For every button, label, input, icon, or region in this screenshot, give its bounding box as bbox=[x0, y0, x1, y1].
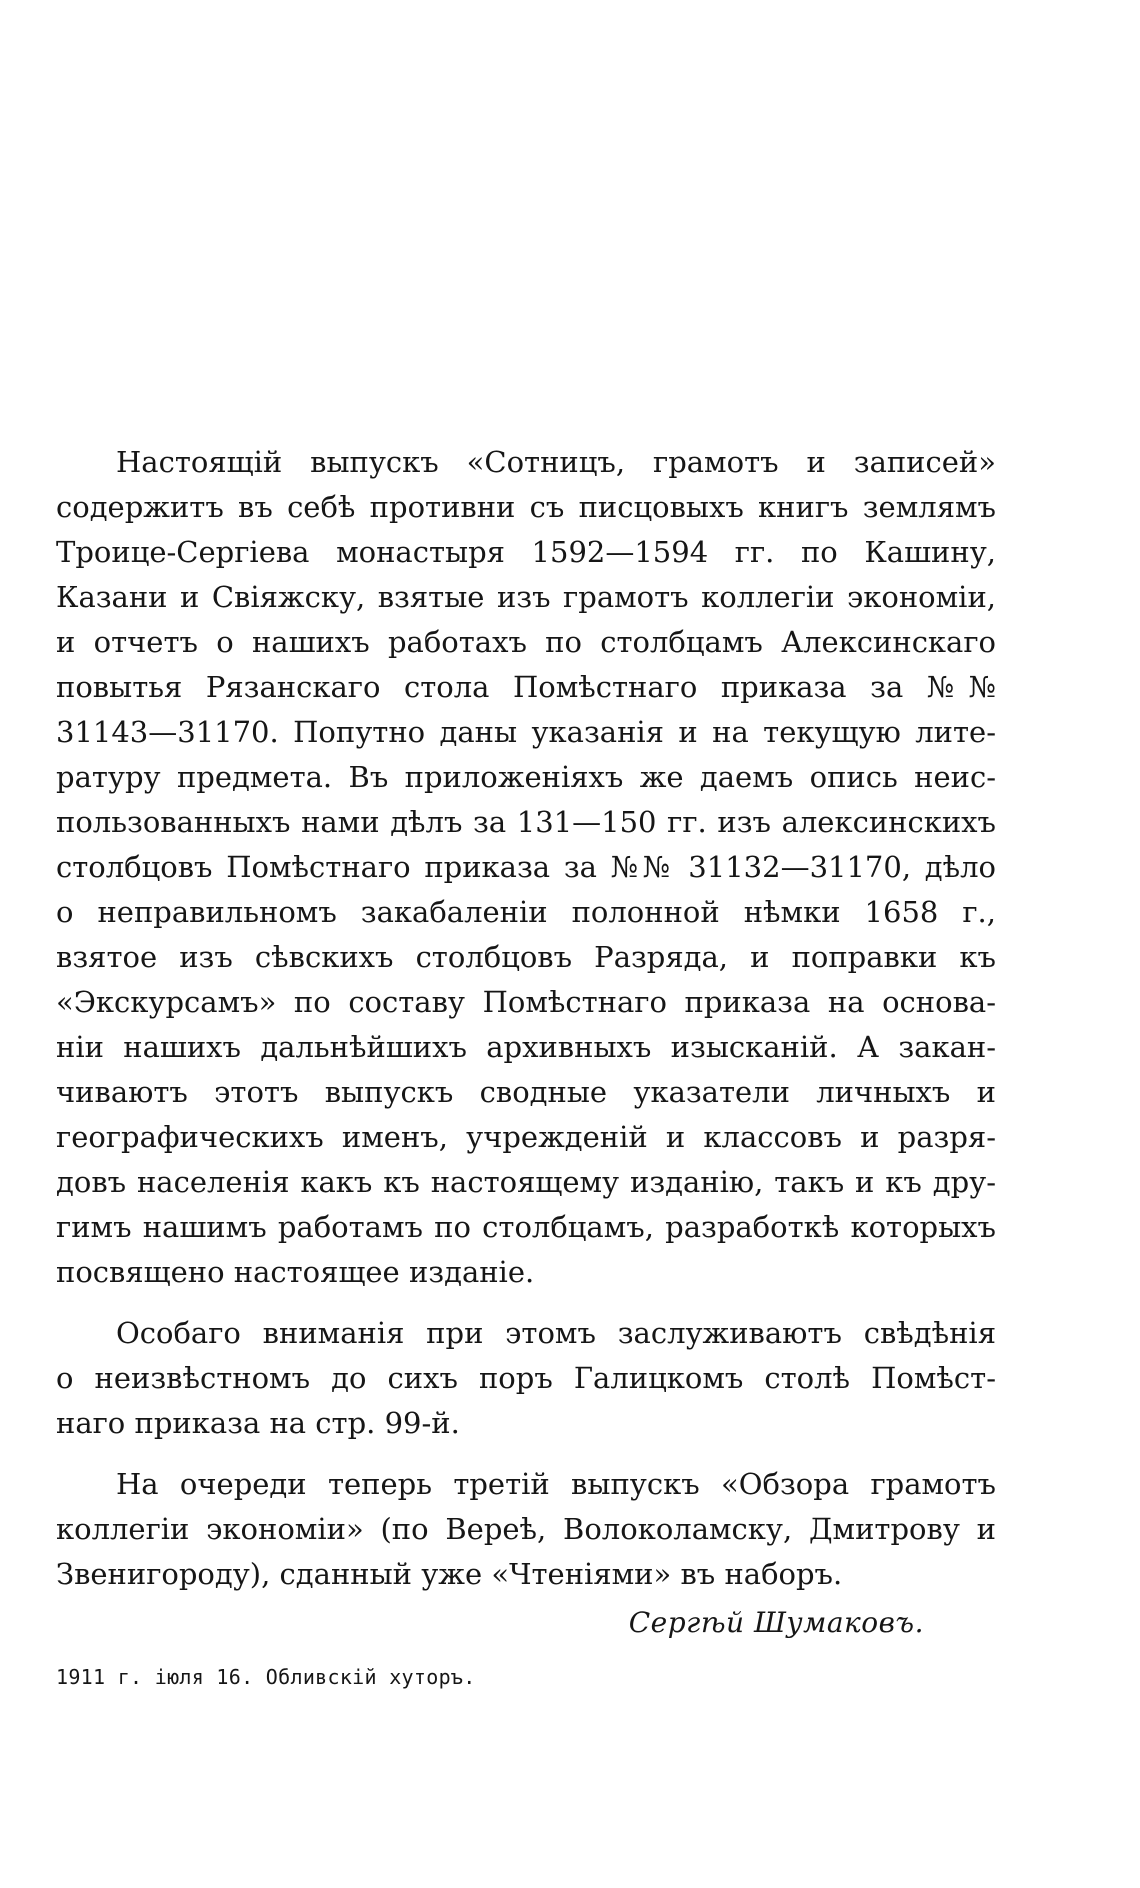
text-line: о неправильномъ закабаленіи полонной нѣмки 1658 г., bbox=[56, 895, 996, 929]
text-line: Настоящій выпускъ «Сотницъ, грамотъ и записей» bbox=[116, 445, 996, 479]
text-line: Казани и Свіяжску, взятые изъ грамотъ коллегіи экономіи, bbox=[56, 580, 996, 614]
text-line: столбцовъ Помѣстнаго приказа за №№ 31132—31170, дѣло bbox=[56, 850, 996, 884]
text-line: коллегіи экономіи» (по Вереѣ, Волоколамску, Дмитрову и bbox=[56, 1512, 996, 1546]
text-line: Троице-Сергіева монастыря 1592—1594 гг. по Кашину, bbox=[56, 535, 996, 569]
text-line: наго приказа на стр. 99-й. bbox=[56, 1406, 460, 1440]
text-line: «Экскурсамъ» по составу Помѣстнаго приказа на основа- bbox=[56, 985, 996, 1019]
paragraph-2 bbox=[56, 1311, 996, 1446]
text-line: ратуру предмета. Въ приложеніяхъ же даемъ опись неис- bbox=[56, 760, 996, 794]
paragraph-1 bbox=[56, 440, 996, 1295]
paragraph-3 bbox=[56, 1462, 996, 1597]
text-line: содержитъ въ себѣ противни съ писцовыхъ книгъ землямъ bbox=[56, 490, 996, 524]
text-line: Особаго вниманія при этомъ заслуживаютъ свѣдѣнія bbox=[116, 1316, 996, 1350]
text-line: пользованныхъ нами дѣлъ за 131—150 гг. изъ алексинскихъ bbox=[56, 805, 996, 839]
text-line: географическихъ именъ, учрежденій и классовъ и разря- bbox=[56, 1120, 996, 1154]
text-line: ніи нашихъ дальнѣйшихъ архивныхъ изысканій. А закан- bbox=[56, 1030, 996, 1064]
text-line: На очереди теперь третій выпускъ «Обзора грамотъ bbox=[116, 1467, 996, 1501]
date-place-line: 1911 г. іюля 16. Обливскій хуторъ. bbox=[56, 1665, 476, 1689]
text-line: чиваютъ этотъ выпускъ сводные указатели личныхъ и bbox=[56, 1075, 996, 1109]
text-line: и отчетъ о нашихъ работахъ по столбцамъ Алексинскаго bbox=[56, 625, 996, 659]
text-line: о неизвѣстномъ до сихъ поръ Галицкомъ столѣ Помѣст- bbox=[56, 1361, 996, 1395]
text-line: взятое изъ сѣвскихъ столбцовъ Разряда, и поправки къ bbox=[56, 940, 996, 974]
body-text bbox=[56, 440, 996, 1597]
text-line: посвящено настоящее изданіе. bbox=[56, 1255, 535, 1289]
author-signature: Сергѣй Шумаковъ. bbox=[628, 1606, 924, 1639]
text-line: довъ населенія какъ къ настоящему изданію, такъ и къ дру- bbox=[56, 1165, 996, 1199]
text-line: Звенигороду), сданный уже «Чтеніями» въ наборъ. bbox=[56, 1557, 843, 1591]
text-line: 31143—31170. Попутно даны указанія и на текущую лите- bbox=[56, 715, 996, 749]
text-line: повытья Рязанскаго стола Помѣстнаго приказа за №№ bbox=[56, 670, 996, 704]
text-line: гимъ нашимъ работамъ по столбцамъ, разработкѣ которыхъ bbox=[56, 1210, 996, 1244]
